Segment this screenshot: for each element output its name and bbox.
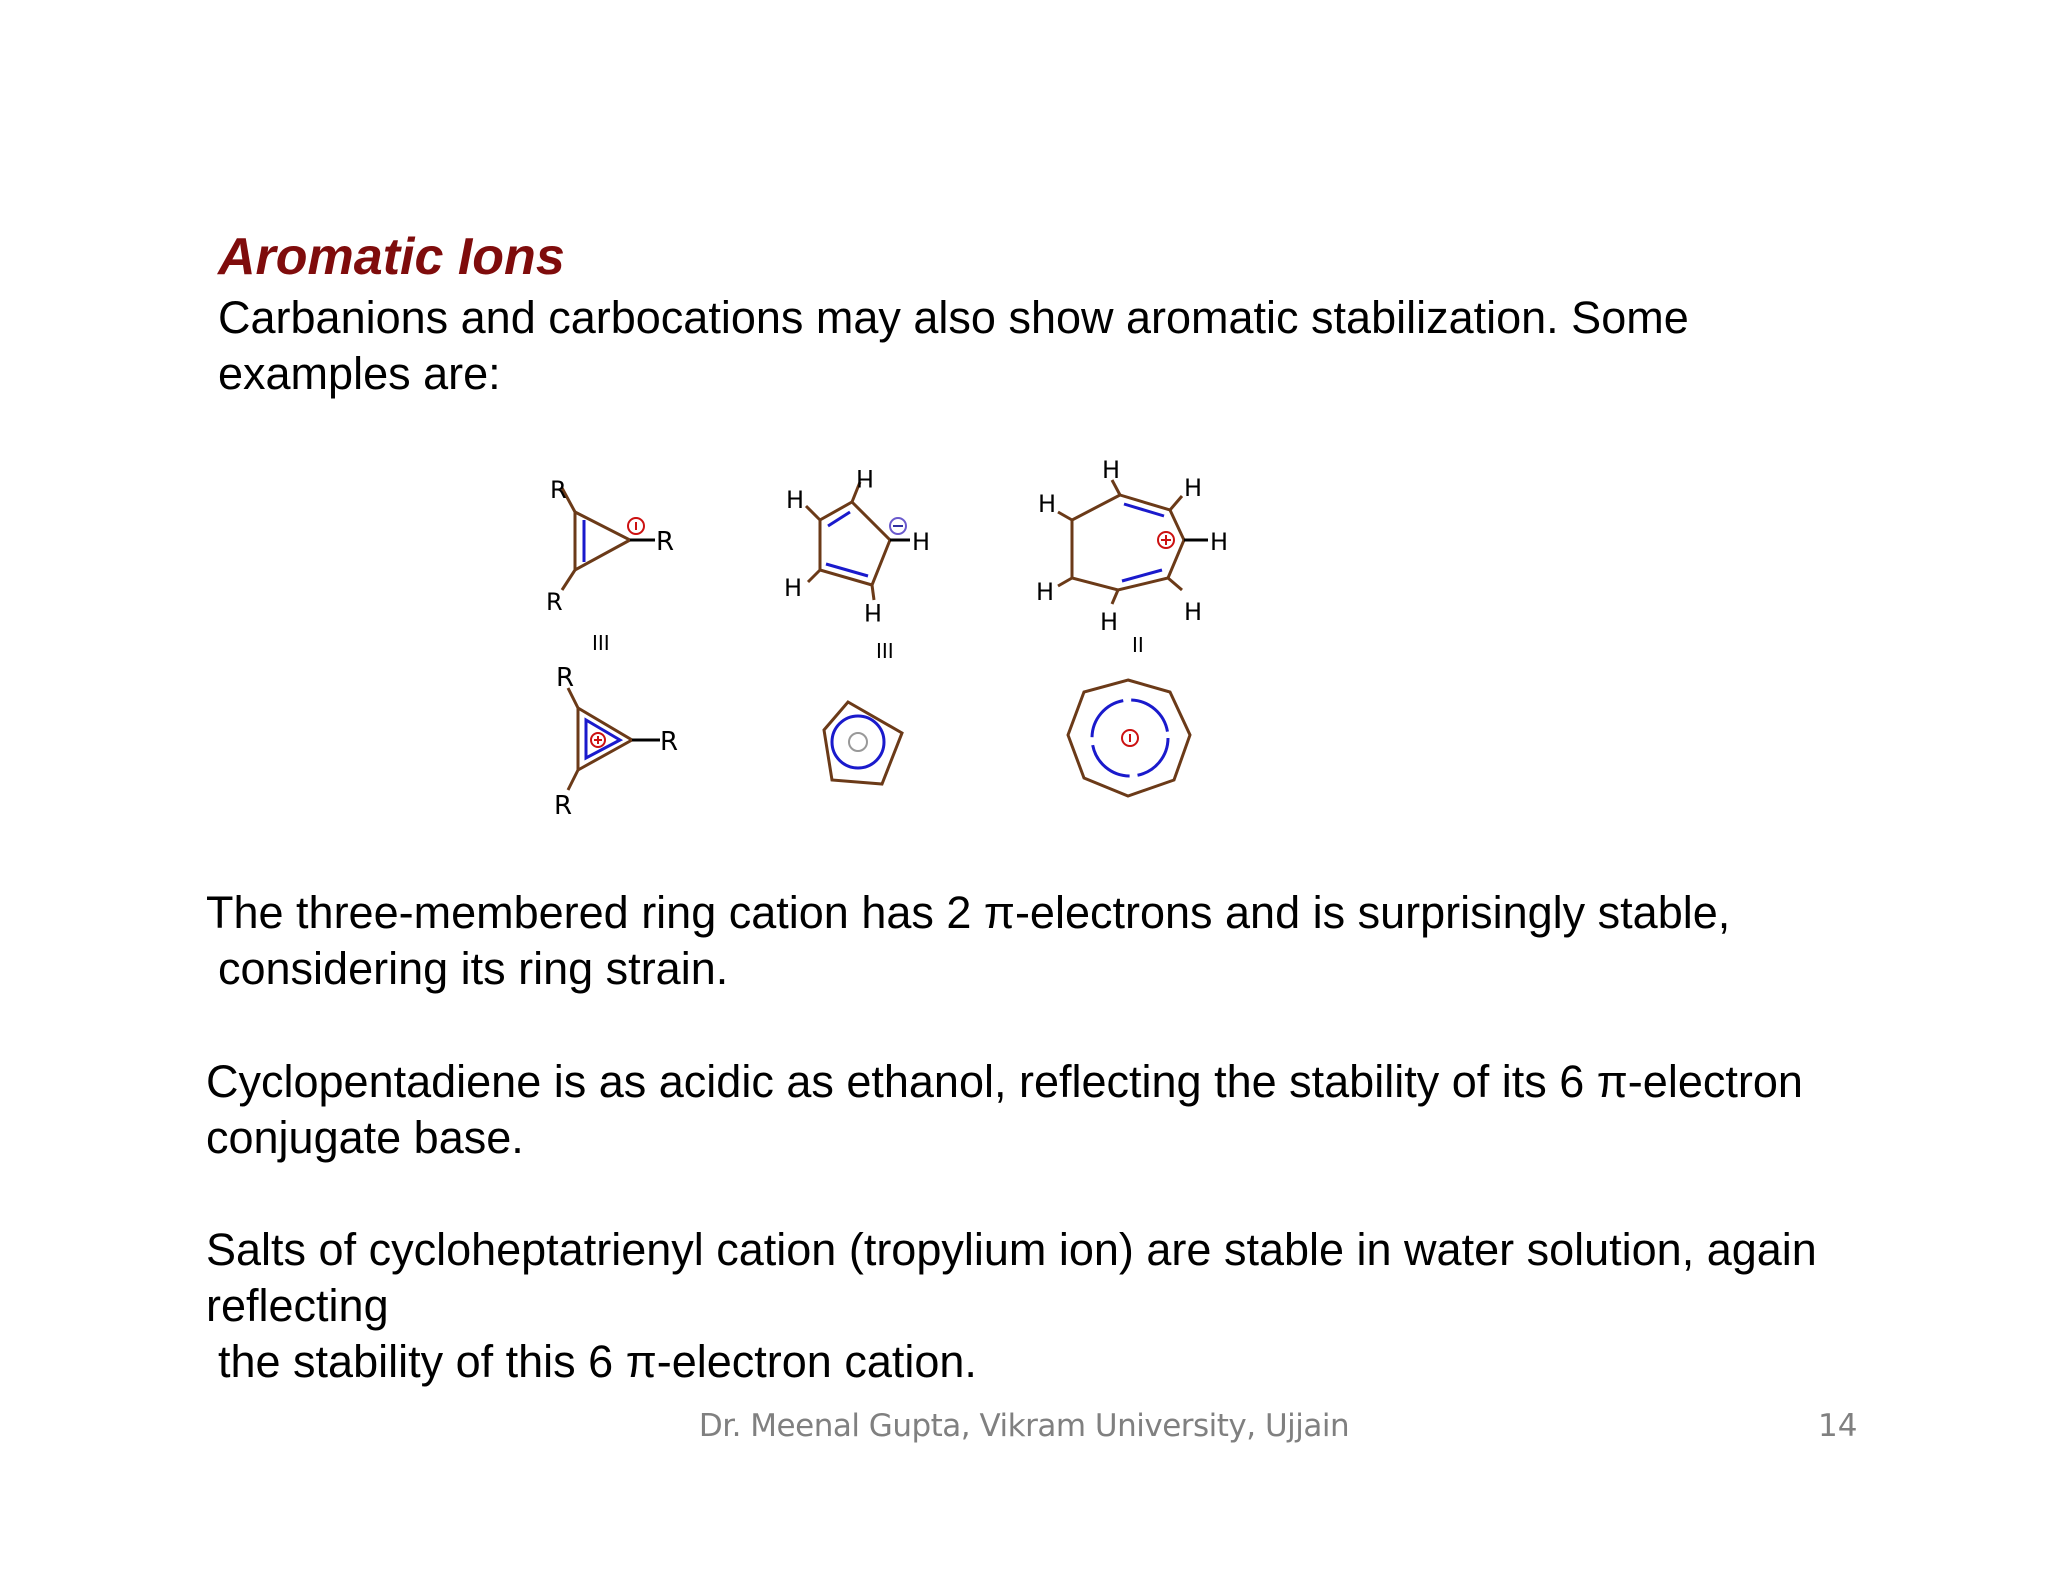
- substituent-label: H: [1102, 456, 1121, 484]
- substituent-label: R: [546, 588, 563, 616]
- tropylium-structure: [1068, 680, 1190, 796]
- bond: [1058, 512, 1072, 520]
- bond: [872, 585, 874, 600]
- paragraph-line: Salts of cycloheptatrienyl cation (tropylium ion) are stable in water solution, again: [206, 1224, 1817, 1275]
- substituent-label: H: [1184, 474, 1203, 502]
- paragraph-line: reflecting: [206, 1280, 389, 1331]
- substituent-label: H: [1184, 598, 1203, 626]
- structure-label: III: [876, 639, 894, 663]
- page-number: 14: [1818, 1408, 1858, 1444]
- substituent-label: R: [660, 727, 679, 757]
- cyclopropenyl-bond-bottom: [562, 570, 575, 590]
- slide-title: Aromatic Ions: [218, 228, 565, 286]
- paragraph-line: Cyclopentadiene is as acidic as ethanol, reflecting the stability of its 6 π-electron: [206, 1056, 1803, 1107]
- substituent-label: H: [1036, 578, 1055, 606]
- cyclopentadienyl-structure: [784, 464, 930, 626]
- charge-icon: [849, 733, 867, 751]
- bond: [1168, 578, 1182, 590]
- paragraph-line: conjugate base.: [206, 1112, 524, 1163]
- paragraph-line: The three-membered ring cation has 2 π-electrons and is surprisingly stable,: [206, 887, 1731, 938]
- substituent-label: R: [556, 663, 575, 693]
- structure-label: III: [592, 631, 610, 655]
- paragraph-line: the stability of this 6 π-electron cation.: [218, 1336, 977, 1387]
- bond: [808, 570, 820, 582]
- substituent-label: R: [656, 527, 675, 557]
- cyclopentadienyl-anion-structure: [824, 702, 902, 784]
- intro-line-1: Carbanions and carbocations may also show aromatic stabilization. Some: [218, 292, 1689, 343]
- bond: [1112, 590, 1118, 604]
- bond: [806, 506, 820, 520]
- substituent-label: H: [912, 528, 931, 556]
- paragraph-cyclopentadiene: [206, 1054, 1803, 1166]
- substituent-label: H: [1038, 490, 1057, 518]
- paragraph-cyclopropenyl: [206, 885, 1730, 997]
- cyclopropenyl-structure: [546, 476, 674, 616]
- substituent-label: H: [855, 464, 874, 492]
- intro-text: [218, 290, 1689, 402]
- footer-credit: Dr. Meenal Gupta, Vikram University, Ujjain: [698, 1408, 1350, 1444]
- substituent-label: H: [1100, 608, 1119, 636]
- substituent-label: R: [550, 476, 567, 504]
- substituent-label: H: [1210, 528, 1229, 556]
- substituent-label: H: [784, 574, 803, 602]
- substituent-label: H: [786, 486, 805, 514]
- structure-label: II: [1132, 633, 1144, 657]
- cycloheptatrienyl-structure: [1036, 456, 1228, 636]
- paragraph-line: considering its ring strain.: [218, 943, 729, 994]
- bond: [568, 770, 578, 790]
- bond: [1058, 578, 1072, 586]
- aromatic-ions-diagram: [520, 440, 1340, 820]
- bond: [1170, 496, 1182, 510]
- substituent-label: H: [863, 598, 882, 626]
- cyclopropenyl-cation-structure: [554, 663, 678, 820]
- paragraph-tropylium: [206, 1222, 1817, 1390]
- intro-line-2: examples are:: [218, 348, 501, 399]
- substituent-label: R: [554, 791, 573, 820]
